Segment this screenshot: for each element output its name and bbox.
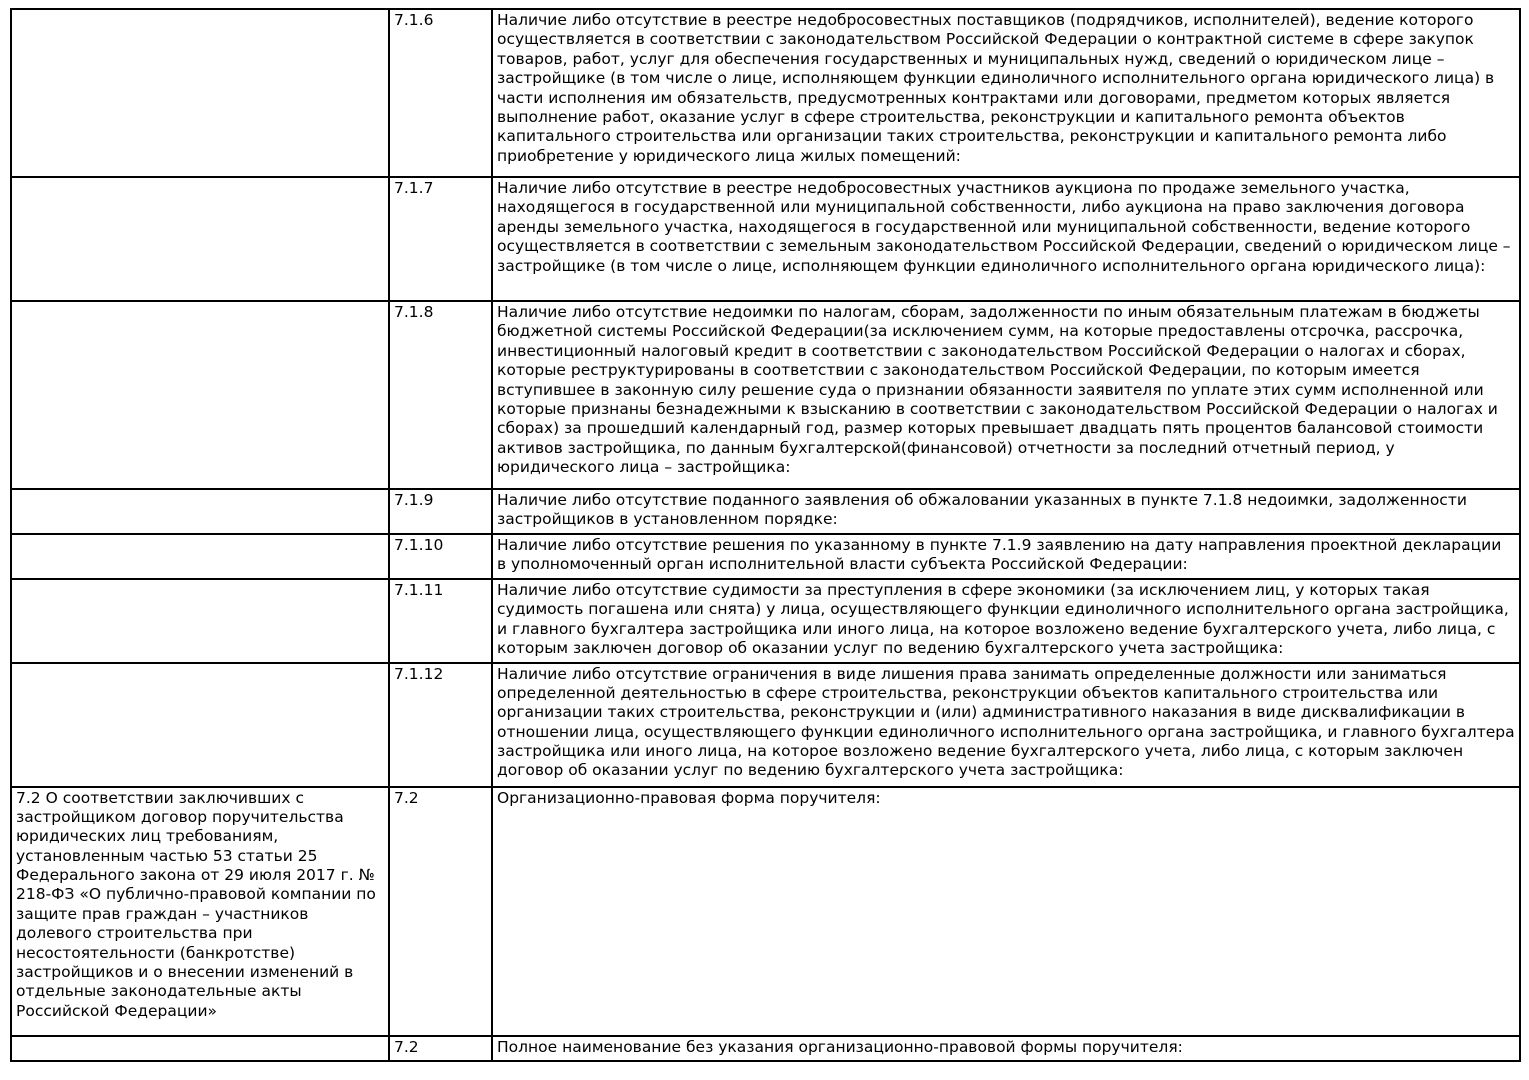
row-number-cell: 7.2: [389, 787, 492, 1036]
row-number-cell: 7.1.11: [389, 579, 492, 663]
row-number-cell: 7.1.8: [389, 301, 492, 489]
row-section-cell: [11, 663, 389, 787]
row-text-cell: Наличие либо отсутствие в реестре недобросовестных участников аукциона по продаже земельного участка, находящегося в государственной или муниципальной собственности, либо аукциона на право заключения договора аренды земельного участка, находящегося в государственной или муниципальной собственности, ведение которого осуществляется в соответствии с земельным законодательством Российской Федерации, сведений о юридическом лице – застройщике (в том числе о лице, исполняющем функции единоличного исполнительного органа юридического лица):: [492, 177, 1520, 301]
row-section-cell: [11, 177, 389, 301]
declaration-table: [10, 8, 1521, 1062]
row-text-cell: Наличие либо отсутствие в реестре недобросовестных поставщиков (подрядчиков, исполнителей), ведение которого осуществляется в соответствии с законодательством Российской Федерации о контрактной системе в сфере закупок товаров, работ, услуг для обеспечения государственных и муниципальных нужд, сведений о юридическом лице – застройщике (в том числе о лице, исполняющем функции единоличного исполнительного органа юридического лица) в части исполнения им обязательств, предусмотренных контрактами или договорами, предметом которых является выполнение работ, оказание услуг в сфере строительства, реконструкции и капитального ремонта объектов капитального строительства или организации таких строительства, реконструкции и капитального ремонта либо приобретение у юридического лица жилых помещений:: [492, 9, 1520, 177]
row-section-cell: [11, 9, 389, 177]
table-row: [11, 663, 1520, 787]
row-text-cell: Наличие либо отсутствие судимости за преступления в сфере экономики (за исключением лиц, у которых такая судимость погашена или снята) у лица, осуществляющего функции единоличного исполнительного органа застройщика, и главного бухгалтера застройщика или иного лица, на которое возложено ведение бухгалтерского учета, либо лица, с которым заключен договор об оказании услуг по ведению бухгалтерского учета застройщика:: [492, 579, 1520, 663]
row-section-cell: [11, 301, 389, 489]
row-section-cell: [11, 1036, 389, 1061]
table-row: [11, 1036, 1520, 1061]
row-section-cell: [11, 489, 389, 534]
row-section-cell: [11, 534, 389, 579]
table-row: [11, 177, 1520, 301]
row-number-cell: 7.1.10: [389, 534, 492, 579]
row-text-cell: Организационно-правовая форма поручителя:: [492, 787, 1520, 1036]
row-text-cell: Наличие либо отсутствие поданного заявления об обжаловании указанных в пункте 7.1.8 недоимки, задолженности застройщиков в установленном порядке:: [492, 489, 1520, 534]
row-section-cell: [11, 579, 389, 663]
row-number-cell: 7.1.12: [389, 663, 492, 787]
row-text-cell: Наличие либо отсутствие решения по указанному в пункте 7.1.9 заявлению на дату направления проектной декларации в уполномоченный орган исполнительной власти субъекта Российской Федерации:: [492, 534, 1520, 579]
table-row: [11, 9, 1520, 177]
row-number-cell: 7.1.7: [389, 177, 492, 301]
row-text-cell: Наличие либо отсутствие недоимки по налогам, сборам, задолженности по иным обязательным платежам в бюджеты бюджетной системы Российской Федерации(за исключением сумм, на которые предоставлены отсрочка, рассрочка, инвестиционный налоговый кредит в соответствии с законодательством Российской Федерации о налогах и сборах, которые реструктурированы в соответствии с законодательством Российской Федерации, по которым имеется вступившее в законную силу решение суда о признании обязанности заявителя по уплате этих сумм исполненной или которые признаны безнадежными к взысканию в соответствии с законодательством Российской Федерации о налогах и сборах) за прошедший календарный год, размер которых превышает двадцать пять процентов балансовой стоимости активов застройщика, по данным бухгалтерской(финансовой) отчетности за последний отчетный период, у юридического лица – застройщика:: [492, 301, 1520, 489]
table-row: [11, 534, 1520, 579]
table-row: [11, 489, 1520, 534]
row-number-cell: 7.2: [389, 1036, 492, 1061]
row-number-cell: 7.1.6: [389, 9, 492, 177]
row-section-cell: 7.2 О соответствии заключивших с застройщиком договор поручительства юридических лиц требованиям, установленным частью 53 статьи 25 Федерального закона от 29 июля 2017 г. № 218-ФЗ «О публично-правовой компании по защите прав граждан – участников долевого строительства при несостоятельности (банкротстве) застройщиков и о внесении изменений в отдельные законодательные акты Российской Федерации»: [11, 787, 389, 1036]
row-number-cell: 7.1.9: [389, 489, 492, 534]
table-row: [11, 787, 1520, 1036]
table-row: [11, 301, 1520, 489]
table-row: [11, 579, 1520, 663]
row-text-cell: Наличие либо отсутствие ограничения в виде лишения права занимать определенные должности или заниматься определенной деятельностью в сфере строительства, реконструкции объектов капитального строительства или организации таких строительства, реконструкции и (или) административного наказания в виде дисквалификации в отношении лица, осуществляющего функции единоличного исполнительного органа застройщика, и главного бухгалтера застройщика или иного лица, на которое возложено ведение бухгалтерского учета, либо лица, с которым заключен договор об оказании услуг по ведению бухгалтерского учета застройщика:: [492, 663, 1520, 787]
row-text-cell: Полное наименование без указания организационно-правовой формы поручителя:: [492, 1036, 1520, 1061]
